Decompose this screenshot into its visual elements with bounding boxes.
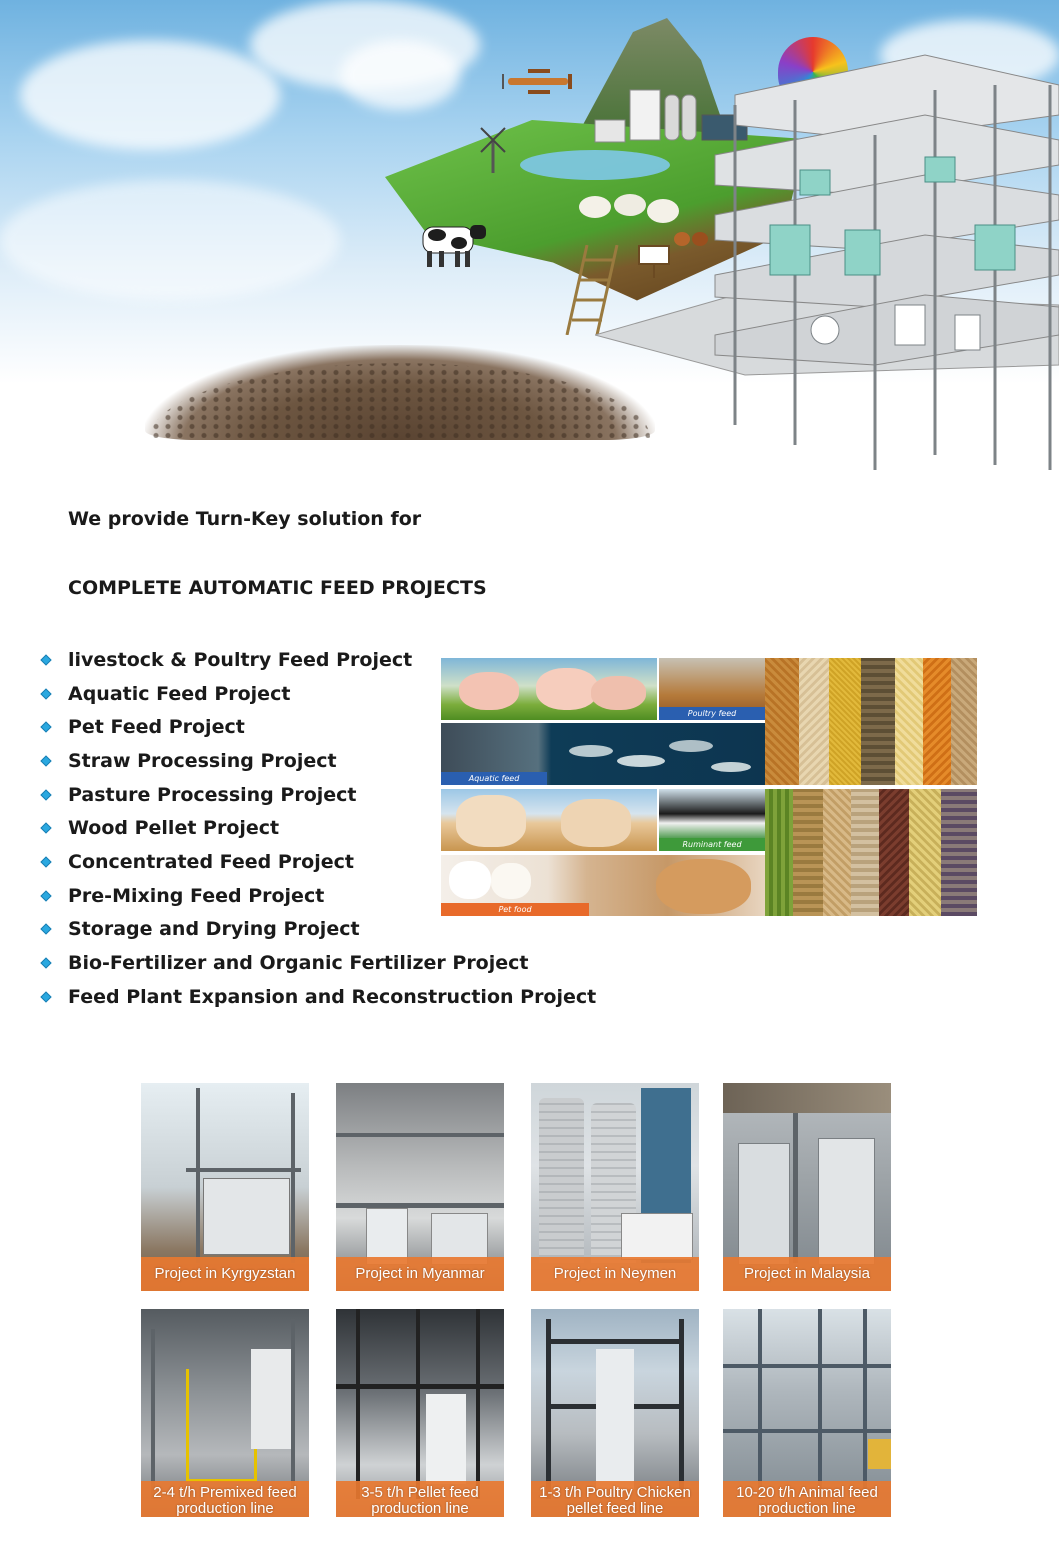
case-caption <box>723 1257 891 1291</box>
ruminant-feed-label: Ruminant feed <box>659 838 765 851</box>
grain-stripe <box>895 658 923 785</box>
case-caption-line2: production line <box>371 1500 469 1517</box>
grain-stripe <box>879 789 909 916</box>
diamond-bullet-icon <box>40 890 51 901</box>
pet-food-label: Pet food <box>441 903 589 916</box>
diamond-bullet-icon <box>40 755 51 766</box>
case-caption <box>141 1481 309 1517</box>
case-photo[interactable] <box>336 1309 504 1517</box>
list-item-label: Feed Plant Expansion and Reconstruction Project <box>68 985 597 1008</box>
list-item <box>36 980 596 1014</box>
list-item-label: Wood Pellet Project <box>68 817 280 840</box>
grain-stripe <box>851 789 879 916</box>
case-caption <box>531 1481 699 1517</box>
cloud <box>340 40 460 110</box>
pigs-photo <box>441 658 657 720</box>
fish-school-icon <box>561 731 761 781</box>
grain-stripe <box>799 658 829 785</box>
grain-stripe <box>793 789 823 916</box>
grain-stripe <box>861 658 895 785</box>
case-caption-line1: 2-4 t/h Premixed feed <box>153 1484 297 1501</box>
list-item-label: Pasture Processing Project <box>68 783 357 806</box>
case-caption-text: Project in Neymen <box>553 1265 677 1282</box>
list-item <box>36 946 596 980</box>
poultry-photo <box>659 658 765 720</box>
diamond-bullet-icon <box>40 991 51 1002</box>
case-caption-text: Project in Kyrgyzstan <box>154 1265 296 1282</box>
cattle-photo <box>441 789 657 851</box>
hero-banner <box>0 0 1059 480</box>
list-item <box>36 913 596 947</box>
case-caption-text: Project in Myanmar <box>355 1265 485 1282</box>
case-caption <box>723 1481 891 1517</box>
diamond-bullet-icon <box>40 654 51 665</box>
grain-stripe <box>765 789 793 916</box>
case-caption <box>336 1481 504 1517</box>
diamond-bullet-icon <box>40 856 51 867</box>
feed-ingredients-bottom <box>765 789 977 916</box>
case-caption-line1: 3-5 t/h Pellet feed <box>361 1484 479 1501</box>
grain-stripe <box>765 658 799 785</box>
case-caption <box>336 1257 504 1291</box>
grain-stripe <box>909 789 941 916</box>
grain-stripe <box>941 789 977 916</box>
case-photo[interactable] <box>531 1309 699 1517</box>
list-item-label: Straw Processing Project <box>68 749 337 772</box>
diamond-bullet-icon <box>40 957 51 968</box>
case-caption-line2: pellet feed line <box>566 1500 664 1517</box>
grain-stripe <box>823 789 851 916</box>
ruminant-photo <box>659 789 765 851</box>
cloud <box>20 40 280 150</box>
list-item-label: Concentrated Feed Project <box>68 850 354 873</box>
case-caption <box>531 1257 699 1291</box>
pet-photo <box>441 855 765 916</box>
aquatic-photo <box>441 723 765 785</box>
feed-mill-building <box>595 45 1059 470</box>
intro-line: We provide Turn-Key solution for <box>68 508 422 530</box>
case-caption-line1: 1-3 t/h Poultry Chicken <box>539 1484 691 1501</box>
cow-icon <box>415 215 490 270</box>
windmill-icon <box>478 125 508 175</box>
case-caption <box>141 1257 309 1291</box>
list-item-label: Pet Feed Project <box>68 716 245 739</box>
intro-heading: COMPLETE AUTOMATIC FEED PROJECTS <box>68 577 487 599</box>
diamond-bullet-icon <box>40 823 51 834</box>
diamond-bullet-icon <box>40 924 51 935</box>
grain-stripe <box>951 658 977 785</box>
list-item-label: Storage and Drying Project <box>68 918 360 941</box>
case-caption-text: Project in Malaysia <box>744 1265 870 1282</box>
diamond-bullet-icon <box>40 722 51 733</box>
feed-types-collage <box>441 658 977 916</box>
case-caption-line2: production line <box>176 1500 274 1517</box>
list-item-label: Bio-Fertilizer and Organic Fertilizer Project <box>68 952 529 975</box>
list-item-label: livestock & Poultry Feed Project <box>68 648 413 671</box>
diamond-bullet-icon <box>40 789 51 800</box>
case-caption-line1: 10-20 t/h Animal feed <box>736 1484 878 1501</box>
grain-stripe <box>829 658 861 785</box>
diamond-bullet-icon <box>40 688 51 699</box>
case-photo[interactable] <box>141 1083 309 1291</box>
case-caption-line2: production line <box>758 1500 856 1517</box>
case-photo[interactable] <box>141 1309 309 1517</box>
poultry-feed-label: Poultry feed <box>659 707 765 720</box>
case-photo[interactable] <box>723 1083 891 1291</box>
feed-ingredients-top <box>765 658 977 785</box>
list-item-label: Aquatic Feed Project <box>68 682 291 705</box>
airplane-icon <box>498 66 588 96</box>
case-photo[interactable] <box>723 1309 891 1517</box>
cloud <box>0 180 340 300</box>
case-photo[interactable] <box>531 1083 699 1291</box>
list-item-label: Pre-Mixing Feed Project <box>68 884 325 907</box>
aquatic-feed-label: Aquatic feed <box>441 772 547 785</box>
case-photo[interactable] <box>336 1083 504 1291</box>
grain-stripe <box>923 658 951 785</box>
